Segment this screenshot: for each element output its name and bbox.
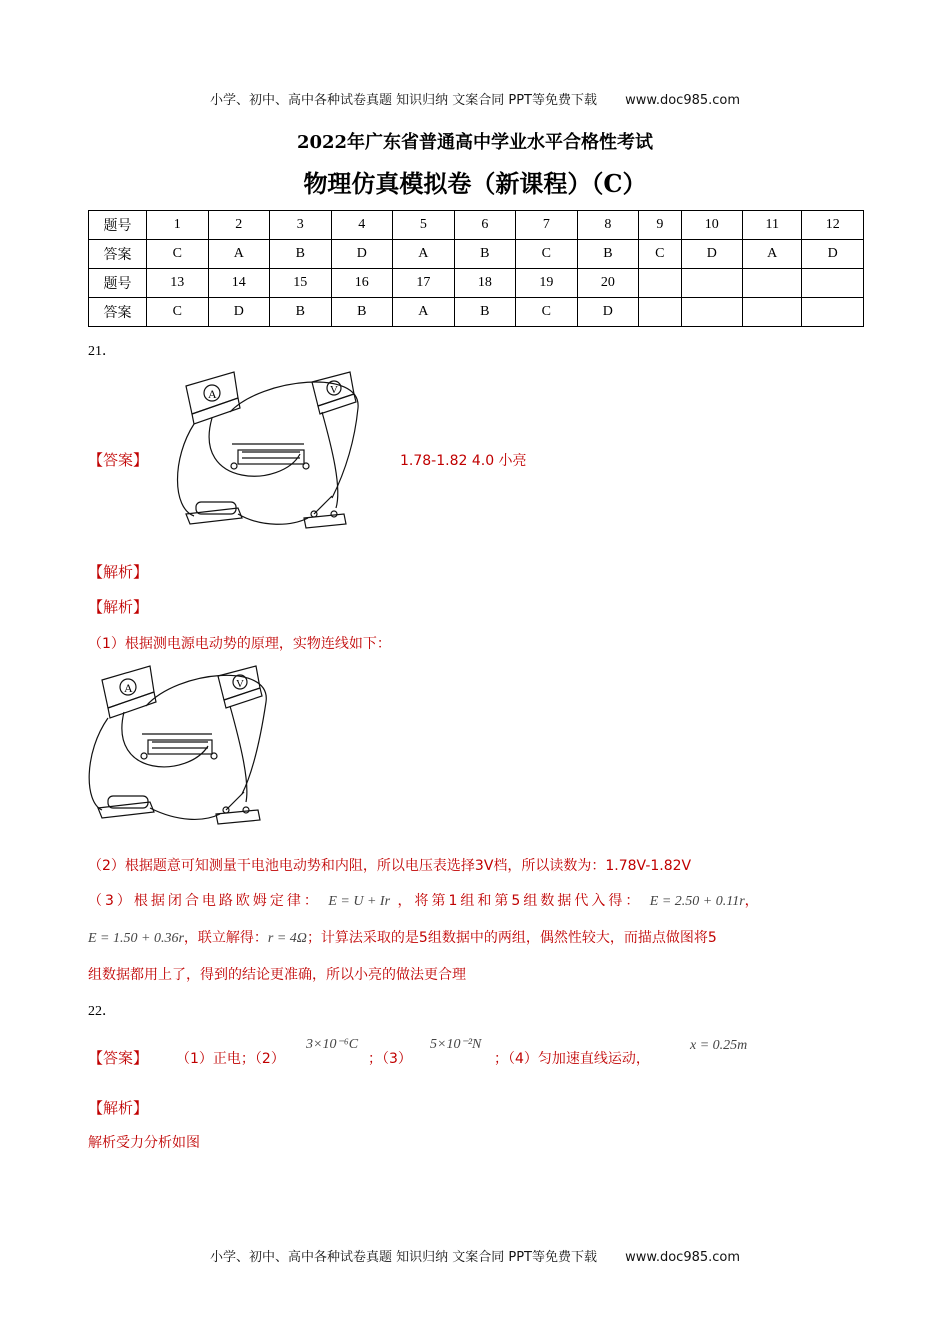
table-cell: 19 [516,269,578,298]
q21-p3-comma: ， [744,893,762,909]
formula-group5: E = 1.50 + 0.36r [88,931,184,946]
table-cell: 7 [516,211,578,240]
exam-title: 2022年广东省普通高中学业水平合格性考试 [296,132,654,153]
table-cell: 10 [681,211,743,240]
table-row [89,211,864,240]
table-cell: 13 [147,269,209,298]
table-cell: 2 [208,211,270,240]
ammeter-icon [102,666,156,718]
q21-paragraph-4 [88,927,717,947]
table-cell: 20 [577,269,639,298]
q21-paragraph-3 [88,890,762,910]
table-cell: 12 [802,211,864,240]
banner-text: 小学、初中、高中各种试卷真题 知识归纳 文案合同 PPT等免费下载 [209,93,597,108]
circuit-diagram-answer [172,368,372,534]
circuit-diagram-analysis [88,662,288,828]
table-cell: A [208,240,270,269]
table-cell: 9 [639,211,681,240]
wire-connections [178,382,359,524]
table-cell [743,298,802,327]
table-cell: B [270,240,332,269]
q21-p3-text-b: ，将第1组和第5组数据代入得： [397,893,643,909]
table-cell: A [743,240,802,269]
wire-connections [89,675,266,819]
table-cell: B [454,240,516,269]
table-row [89,269,864,298]
table-cell: D [577,298,639,327]
table-cell: 15 [270,269,332,298]
banner-site-link[interactable]: www.doc985.com [625,1250,741,1265]
banner-site-link[interactable]: www.doc985.com [625,93,741,108]
table-cell: A [393,298,455,327]
q21-answer-values: 1.78-1.82 4.0 小亮 [400,453,527,469]
q21-p4-text-a: ，联立解得： [183,930,268,946]
answer-table [88,210,864,327]
table-cell: 3 [270,211,332,240]
q22-answer-sep: ；（3） [368,1051,412,1067]
header-banner [0,89,950,108]
table-cell [743,269,802,298]
q21-paragraph-2: （2）根据题意可知测量干电池电动势和内阻，所以电压表选择3V档，所以读数为：1.78V-1.82V [88,858,692,874]
table-cell: C [147,298,209,327]
rheostat-icon [141,734,217,759]
table-cell: 8 [577,211,639,240]
table-cell: A [393,240,455,269]
table-cell: 17 [393,269,455,298]
rheostat-icon [231,444,309,469]
table-cell: 11 [743,211,802,240]
table-cell [802,269,864,298]
table-cell [681,298,743,327]
table-cell: D [802,240,864,269]
row-label: 题号 [89,211,147,240]
switch-icon [304,496,346,528]
q21-answer-label: 【答案】 [88,451,149,469]
q22-answer-part4: ；（4）匀加速直线运动， [494,1051,650,1067]
table-cell: B [331,298,393,327]
table-cell: C [516,298,578,327]
table-row [89,298,864,327]
q22-force-value: 5×10⁻²N [430,1037,482,1052]
table-cell [681,269,743,298]
table-cell: 18 [454,269,516,298]
table-cell: B [454,298,516,327]
voltmeter-label: V [330,384,338,396]
footer-banner [0,1246,950,1265]
q21-p4-text-b: ；计算法采取的是5组数据中的两组，偶然性较大，而描点做图将5 [306,930,717,946]
q21-paragraph-1: （1）根据测电源电动势的原理，实物连线如下： [88,636,391,652]
formula-ohm-law: E = U + Ir [328,894,391,909]
table-cell: D [331,240,393,269]
row-label: 题号 [89,269,147,298]
q21-analysis-label-2: 【解析】 [88,598,149,616]
q22-analysis-label: 【解析】 [88,1099,149,1117]
table-cell: D [208,298,270,327]
table-cell: 4 [331,211,393,240]
battery-icon [186,502,242,524]
row-label: 答案 [89,298,147,327]
exam-subtitle: 物理仿真模拟卷（新课程）（C） [303,169,647,198]
table-cell [802,298,864,327]
q22-answer-label: 【答案】 [88,1049,149,1067]
table-cell: 16 [331,269,393,298]
banner-text: 小学、初中、高中各种试卷真题 知识归纳 文案合同 PPT等免费下载 [209,1250,597,1265]
table-cell: D [681,240,743,269]
ammeter-label: A [124,681,133,695]
table-cell: B [270,298,332,327]
table-cell: 5 [393,211,455,240]
q22-displacement-value: x = 0.25m [690,1038,748,1053]
table-row [89,240,864,269]
q22-analysis-text: 解析受力分析如图 [88,1135,200,1151]
ammeter-icon [186,372,240,424]
voltmeter-icon [218,666,262,708]
table-cell: 1 [147,211,209,240]
voltmeter-icon [312,372,356,414]
q22-charge-value: 3×10⁻⁶C [306,1037,359,1052]
battery-icon [98,796,154,818]
formula-group1: E = 2.50 + 0.11r [649,894,745,909]
ammeter-label: A [208,387,217,401]
row-label: 答案 [89,240,147,269]
q21-paragraph-5: 组数据都用上了，得到的结论更准确，所以小亮的做法更合理 [88,967,466,983]
table-cell [639,298,681,327]
table-cell: C [147,240,209,269]
table-cell: B [577,240,639,269]
switch-icon [216,792,260,824]
question-21-number: 21． [88,344,116,359]
table-cell: C [639,240,681,269]
table-cell: 14 [208,269,270,298]
table-cell: C [516,240,578,269]
q21-p3-text-a: （3）根据闭合电路欧姆定律： [88,893,321,909]
question-22-number: 22． [88,1004,116,1019]
table-cell [639,269,681,298]
voltmeter-label: V [236,678,244,690]
formula-result-r: r = 4Ω [267,931,307,946]
q21-analysis-label-1: 【解析】 [88,563,149,581]
q22-answer-part1: （1）正电；（2） [176,1051,285,1067]
table-cell: 6 [454,211,516,240]
